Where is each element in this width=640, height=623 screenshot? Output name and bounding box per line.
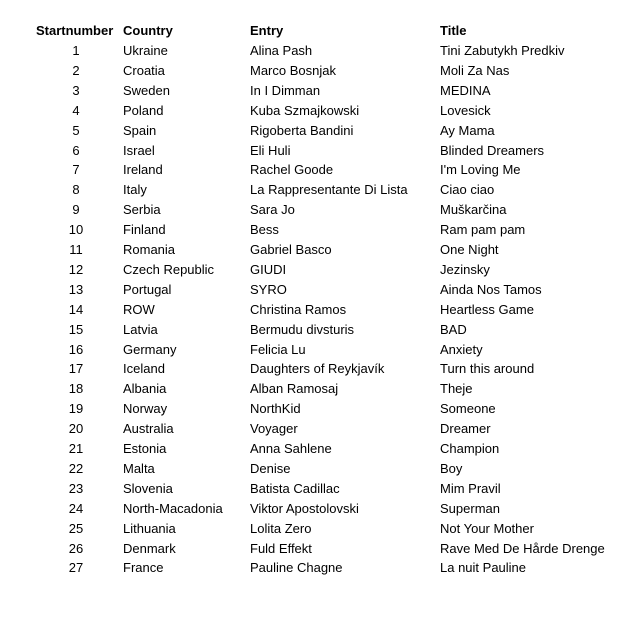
title-cell: Moli Za Nas [440, 63, 510, 78]
title-cell: Blinded Dreamers [440, 143, 545, 158]
country-cell: Norway [123, 401, 168, 416]
country-cell: Ukraine [123, 43, 168, 58]
entry-cell: Sara Jo [250, 202, 295, 217]
title-cell: Ciao ciao [440, 182, 495, 197]
entry-cell: SYRO [250, 282, 287, 297]
country-cell: Romania [123, 242, 176, 257]
title-cell: Theje [440, 381, 473, 396]
entry-cell: In I Dimman [250, 83, 321, 98]
country-cell: North-Macadonia [123, 501, 223, 516]
startnumber-cell: 13 [68, 282, 84, 297]
table-row [0, 479, 640, 499]
title-cell: Mim Pravil [440, 481, 501, 496]
table-row [0, 419, 640, 439]
country-cell: Finland [123, 222, 166, 237]
startnumber-cell: 14 [68, 302, 84, 317]
startnumber-cell: 24 [68, 501, 84, 516]
title-cell: Superman [440, 501, 500, 516]
startnumber-cell: 2 [72, 63, 80, 78]
title-cell: Champion [440, 441, 500, 456]
country-cell: Albania [123, 381, 167, 396]
country-cell: Latvia [123, 322, 158, 337]
header-entry: Entry [250, 23, 284, 38]
table-row [0, 280, 640, 300]
title-cell: Rave Med De Hårde Drenge [440, 541, 605, 556]
startnumber-cell: 19 [68, 401, 84, 416]
startnumber-cell: 9 [72, 202, 80, 217]
title-cell: MEDINA [440, 83, 491, 98]
startnumber-cell: 11 [69, 242, 83, 257]
country-cell: Spain [123, 123, 157, 138]
title-cell: Ay Mama [440, 123, 495, 138]
table-row [0, 519, 640, 539]
title-cell: I'm Loving Me [440, 162, 521, 177]
entry-cell: Gabriel Basco [250, 242, 332, 257]
title-cell: One Night [440, 242, 499, 257]
table-row [0, 320, 640, 340]
startnumber-cell: 3 [72, 83, 80, 98]
entry-cell: Voyager [250, 421, 298, 436]
country-cell: Croatia [123, 63, 165, 78]
title-cell: Dreamer [440, 421, 491, 436]
startnumber-cell: 16 [68, 342, 84, 357]
country-cell: Malta [123, 461, 155, 476]
table-row [0, 439, 640, 459]
startnumber-cell: 25 [68, 521, 84, 536]
startnumber-cell: 8 [72, 182, 80, 197]
entry-cell: Alina Pash [250, 43, 313, 58]
table-row [0, 539, 640, 559]
startnumber-cell: 27 [68, 560, 84, 575]
country-cell: Australia [123, 421, 174, 436]
table-row [0, 359, 640, 379]
startnumber-cell: 1 [72, 43, 80, 58]
entry-cell: Christina Ramos [250, 302, 347, 317]
table-row [0, 340, 640, 360]
header-row [0, 21, 640, 41]
country-cell: Ireland [123, 162, 163, 177]
title-cell: Someone [440, 401, 496, 416]
startnumber-cell: 17 [68, 361, 84, 376]
title-cell: Turn this around [440, 361, 535, 376]
entry-cell: Alban Ramosaj [250, 381, 339, 396]
startnumber-cell: 26 [68, 541, 84, 556]
table-row [0, 180, 640, 200]
title-cell: BAD [440, 322, 467, 337]
entry-cell: Viktor Apostolovski [250, 501, 359, 516]
startnumber-cell: 12 [68, 262, 84, 277]
entry-cell: Rigoberta Bandini [250, 123, 354, 138]
country-cell: Slovenia [123, 481, 173, 496]
title-cell: Ram pam pam [440, 222, 526, 237]
table-row [0, 141, 640, 161]
entry-cell: Eli Huli [250, 143, 291, 158]
entry-cell: Daughters of Reykjavík [250, 361, 385, 376]
country-cell: Iceland [123, 361, 165, 376]
country-cell: Sweden [123, 83, 170, 98]
table-row [0, 300, 640, 320]
table-row [0, 121, 640, 141]
title-cell: Muškarčina [440, 202, 507, 217]
table-row [0, 200, 640, 220]
title-cell: Anxiety [440, 342, 483, 357]
table-row [0, 379, 640, 399]
table-row [0, 101, 640, 121]
entry-cell: Bermudu divsturis [250, 322, 355, 337]
table-row [0, 399, 640, 419]
title-cell: Heartless Game [440, 302, 534, 317]
startnumber-cell: 20 [68, 421, 84, 436]
title-cell: La nuit Pauline [440, 560, 527, 575]
title-cell: Tini Zabutykh Predkiv [440, 43, 565, 58]
startnumber-cell: 23 [68, 481, 84, 496]
country-cell: Estonia [123, 441, 167, 456]
startnumber-cell: 15 [68, 322, 84, 337]
entry-cell: Lolita Zero [250, 521, 312, 536]
table-row [0, 220, 640, 240]
entry-cell: Kuba Szmajkowski [250, 103, 360, 118]
table-row [0, 160, 640, 180]
entry-cell: Rachel Goode [250, 162, 334, 177]
country-cell: Serbia [123, 202, 161, 217]
entry-cell: Pauline Chagne [250, 560, 343, 575]
startnumber-cell: 6 [72, 143, 80, 158]
header-startnumber: Startnumber [36, 23, 114, 38]
title-cell: Boy [440, 461, 463, 476]
startnumber-cell: 4 [72, 103, 80, 118]
entry-cell: Denise [250, 461, 291, 476]
country-cell: Germany [123, 342, 177, 357]
entry-cell: Batista Cadillac [250, 481, 340, 496]
entry-cell: Fuld Effekt [250, 541, 312, 556]
country-cell: Czech Republic [123, 262, 215, 277]
entry-cell: Marco Bosnjak [250, 63, 336, 78]
table-row [0, 61, 640, 81]
entry-cell: GIUDI [250, 262, 287, 277]
entry-cell: Felicia Lu [250, 342, 306, 357]
country-cell: Denmark [123, 541, 176, 556]
startnumber-cell: 10 [68, 222, 84, 237]
table-row [0, 459, 640, 479]
entry-cell: Bess [250, 222, 279, 237]
startnumber-cell: 22 [68, 461, 84, 476]
country-cell: Lithuania [123, 521, 176, 536]
country-cell: Poland [123, 103, 164, 118]
startnumber-cell: 7 [72, 162, 80, 177]
header-country: Country [123, 23, 173, 38]
title-cell: Lovesick [440, 103, 491, 118]
startnumber-cell: 18 [68, 381, 84, 396]
header-title: Title [440, 23, 467, 38]
table-row [0, 260, 640, 280]
title-cell: Not Your Mother [440, 521, 534, 536]
startnumber-cell: 5 [72, 123, 80, 138]
entry-cell: Anna Sahlene [250, 441, 332, 456]
title-cell: Ainda Nos Tamos [440, 282, 542, 297]
table-row [0, 499, 640, 519]
country-cell: France [123, 560, 164, 575]
country-cell: Portugal [123, 282, 172, 297]
table-row [0, 558, 640, 578]
table-row [0, 240, 640, 260]
table-row [0, 41, 640, 61]
startnumber-cell: 21 [68, 441, 84, 456]
country-cell: Israel [123, 143, 155, 158]
entry-cell: NorthKid [250, 401, 301, 416]
country-cell: Italy [123, 182, 147, 197]
entry-cell: La Rappresentante Di Lista [250, 182, 408, 197]
title-cell: Jezinsky [440, 262, 490, 277]
country-cell: ROW [123, 302, 155, 317]
table-row [0, 81, 640, 101]
